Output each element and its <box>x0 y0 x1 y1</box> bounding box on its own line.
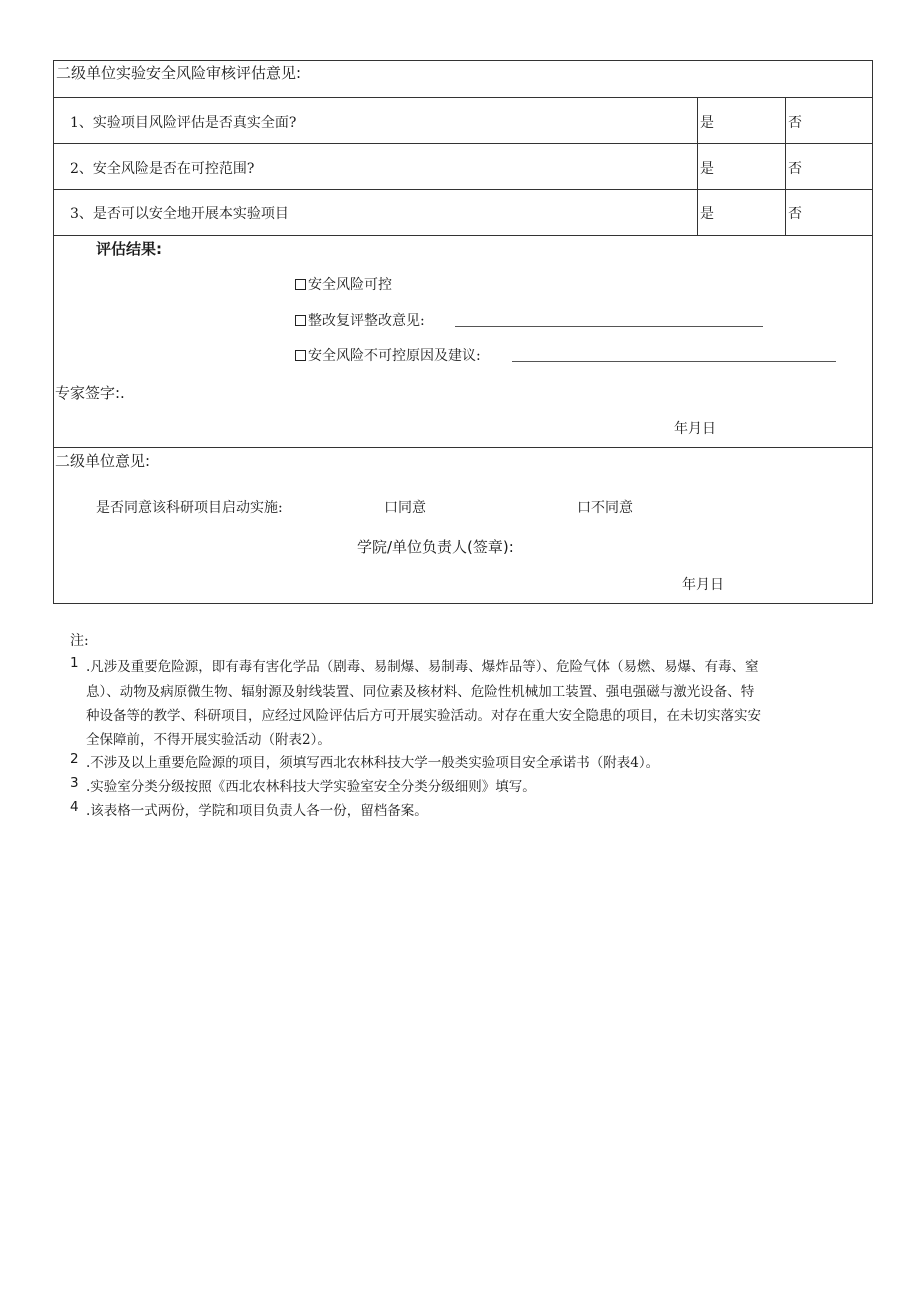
review-title: 二级单位实验安全风险审核评估意见: <box>56 64 302 82</box>
question-2-no[interactable]: 否 <box>788 161 802 177</box>
rectify-opinion-blank[interactable] <box>455 326 763 327</box>
row-divider <box>53 447 873 448</box>
note-number: 1 <box>70 655 79 671</box>
question-3: 3、是否可以安全地开展本实验项目 <box>70 206 289 222</box>
notes-heading: 注: <box>70 633 89 649</box>
row-divider <box>53 189 873 190</box>
question-2-yes[interactable]: 是 <box>700 161 714 177</box>
question-1-yes[interactable]: 是 <box>700 115 714 131</box>
expert-date: 年月日 <box>674 421 716 437</box>
option-risk-uncontrollable[interactable] <box>295 345 481 365</box>
option-rectify-review[interactable] <box>295 310 425 330</box>
row-divider <box>53 143 873 144</box>
evaluation-result-label: 评估结果: <box>96 240 162 258</box>
uncontrollable-reason-blank[interactable] <box>512 361 836 362</box>
unit-date: 年月日 <box>682 577 724 593</box>
note-number: 4 <box>70 799 79 815</box>
checkbox-icon[interactable] <box>295 350 306 361</box>
disagree-option[interactable]: 口不同意 <box>577 500 633 516</box>
option-risk-controllable[interactable] <box>295 274 392 294</box>
row-divider <box>53 97 873 98</box>
checkbox-icon[interactable] <box>295 279 306 290</box>
note-1-line-3: 种设备等的教学、科研项目，应经过风险评估后方可开展实验活动。对存在重大安全隐患的项目，在未切实落实安 <box>86 708 761 724</box>
expert-signature-label: 专家签字:. <box>55 384 125 402</box>
option-label: 安全风险不可控原因及建议: <box>308 348 481 364</box>
note-number: 3 <box>70 775 79 791</box>
note-1-line-2: 息）、动物及病原微生物、辐射源及射线装置、同位素及核材料、危险性机械加工装置、强电强磁与激光设备、特 <box>86 684 755 700</box>
column-divider <box>697 97 698 235</box>
unit-opinion-title: 二级单位意见: <box>55 452 151 470</box>
agree-option[interactable]: 口同意 <box>384 500 426 516</box>
column-divider <box>785 97 786 235</box>
question-2: 2、安全风险是否在可控范围? <box>70 161 255 177</box>
question-3-yes[interactable]: 是 <box>700 206 714 222</box>
option-label: 整改复评整改意见: <box>308 313 425 329</box>
question-1: 1、实验项目风险评估是否真实全面? <box>70 115 297 131</box>
note-3-line-1: .实验室分类分级按照《西北农林科技大学实验室安全分类分级细则》填写。 <box>86 779 536 795</box>
note-1-line-4: 全保障前，不得开展实验活动（附表2）。 <box>86 732 331 748</box>
note-4-line-1: .该表格一式两份，学院和项目负责人各一份，留档备案。 <box>86 803 428 819</box>
unit-approval-question: 是否同意该科研项目启动实施: <box>96 500 283 516</box>
unit-signer-label: 学院/单位负责人(签章): <box>357 538 514 556</box>
note-number: 2 <box>70 751 79 767</box>
question-1-no[interactable]: 否 <box>788 115 802 131</box>
option-label: 安全风险可控 <box>308 277 392 293</box>
note-1-line-1: .凡涉及重要危险源，即有毒有害化学品（剧毒、易制爆、易制毒、爆炸品等）、危险气体（易燃、易爆、有毒、窒 <box>86 659 759 675</box>
note-2-line-1: .不涉及以上重要危险源的项目，须填写西北农林科技大学一般类实验项目安全承诺书（附表4）。 <box>86 755 660 771</box>
review-form-table <box>53 60 873 604</box>
row-divider <box>53 235 873 236</box>
question-3-no[interactable]: 否 <box>788 206 802 222</box>
checkbox-icon[interactable] <box>295 315 306 326</box>
